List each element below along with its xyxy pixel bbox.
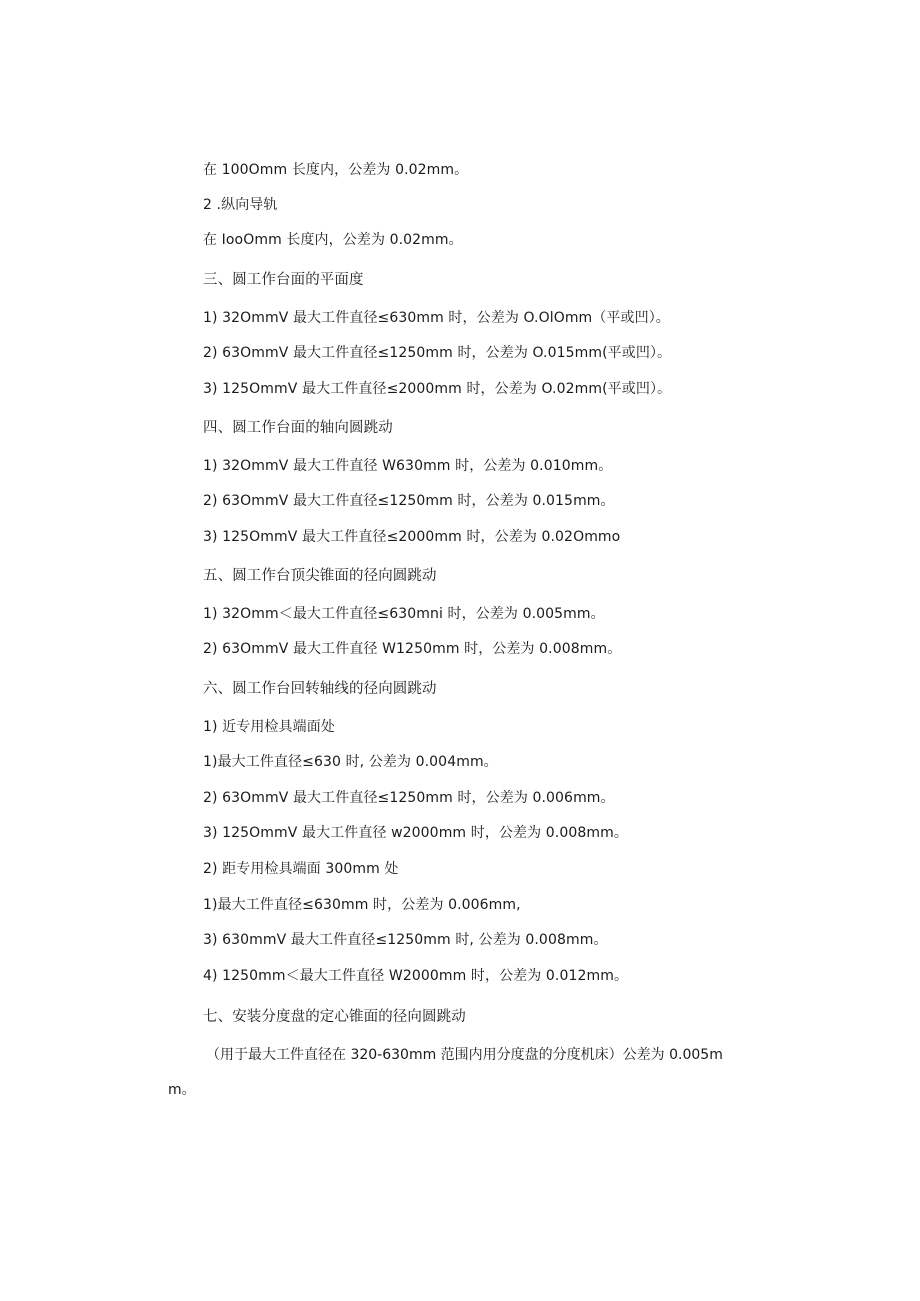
text-line-3: 在 IooOmm 长度内，公差为 0.02mm。 [203, 232, 463, 248]
subheading-longitudinal-guide: 2 .纵向导轨 [203, 197, 278, 213]
list-item: 3) 125OmmV 最大工件直径≤2000mm 时，公差为 O.02mm(平或凹）。 [203, 381, 672, 397]
list-item: 2) 63OmmV 最大工件直径 W1250mm 时，公差为 0.008mm。 [203, 641, 622, 657]
subheading-300mm-from-face: 2) 距专用检具端面 300mm 处 [203, 861, 399, 877]
subheading-near-fixture-face: 1) 近专用检具端面处 [203, 719, 335, 735]
section-heading-7: 七、安装分度盘的定心锥面的径向圆跳动 [203, 1009, 466, 1025]
list-item: 3) 125OmmV 最大工件直径≤2000mm 时，公差为 0.02Ommo [203, 529, 621, 545]
final-paragraph: （用于最大工件直径在 320-630mm 范围内用分度盘的分度机床）公差为 0.005mm。 [168, 1047, 723, 1098]
list-item: 1)最大工件直径≤630 时, 公差为 0.004mm。 [203, 754, 498, 770]
list-item: 1) 32OmmV 最大工件直径 W630mm 时，公差为 0.010mm。 [203, 458, 613, 474]
list-item: 2) 63OmmV 最大工件直径≤1250mm 时，公差为 0.006mm。 [203, 790, 615, 806]
list-item: 2) 63OmmV 最大工件直径≤1250mm 时，公差为 0.015mm。 [203, 493, 615, 509]
list-item: 2) 63OmmV 最大工件直径≤1250mm 时，公差为 O.015mm(平或凹）。 [203, 345, 672, 361]
section-heading-5: 五、圆工作台顶尖锥面的径向圆跳动 [203, 568, 437, 584]
text-line-1: 在 100Omm 长度内，公差为 0.02mm。 [203, 162, 469, 178]
section-heading-6: 六、圆工作台回转轴线的径向圆跳动 [203, 681, 437, 697]
list-item: 3) 125OmmV 最大工件直径 w2000mm 时，公差为 0.008mm。 [203, 825, 628, 841]
section-heading-4: 四、圆工作台面的轴向圆跳动 [203, 420, 393, 436]
section-heading-3: 三、圆工作台面的平面度 [203, 272, 364, 288]
list-item: 3) 630mmV 最大工件直径≤1250mm 时, 公差为 0.008mm。 [203, 932, 608, 948]
list-item: 1) 32OmmV 最大工件直径≤630mm 时，公差为 O.OlOmm（平或凹）。 [203, 310, 670, 326]
list-item: 1) 32Omm＜最大工件直径≤630mni 时，公差为 0.005mm。 [203, 606, 605, 622]
list-item: 4) 1250mm＜最大工件直径 W2000mm 时，公差为 0.012mm。 [203, 968, 629, 984]
list-item: 1)最大工件直径≤630mm 时，公差为 0.006mm, [203, 897, 521, 913]
